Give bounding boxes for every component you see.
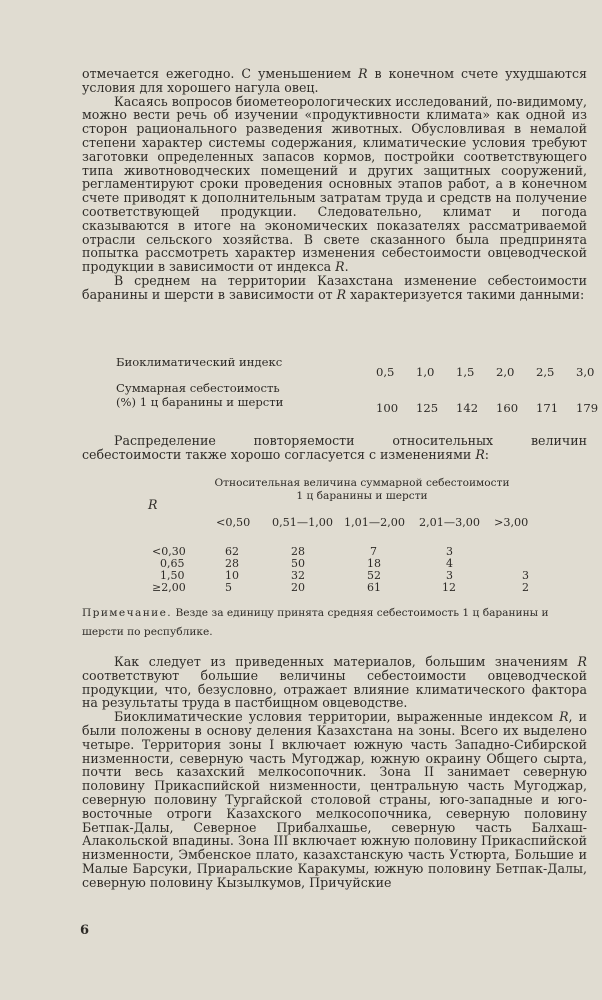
table1-cell: 171 — [536, 401, 559, 415]
table2-cell: 28 — [291, 545, 305, 558]
table1-cell: 179 — [576, 401, 599, 415]
table1-cell: 2,0 — [496, 365, 515, 379]
table2-row-header: R — [148, 497, 158, 512]
table2-row-label: ≥2,00 — [152, 581, 186, 594]
table2-cell: 18 — [367, 557, 381, 570]
table2-column-header: 0,51—1,00 — [272, 516, 334, 529]
table1-cell: 3,0 — [576, 365, 595, 379]
table2-column-header: 1,01—2,00 — [344, 516, 406, 529]
paragraph-conclusion: Как следует из приведенных материалов, большим значениям R соответствуют большие величины себестоимости овцеводческой продукции, что, безусловно, отражает влияние климатического фактора на результаты труда в пастбищном овцеводстве. — [82, 654, 587, 711]
table2-column-header: <0,50 — [216, 516, 251, 529]
table1-cell: 100 — [376, 401, 399, 415]
table2-cell: 3 — [446, 569, 453, 582]
table1-cell: 142 — [456, 401, 479, 415]
note-text: Везде за единицу принята средняя себестоимость 1 ц баранины и шерсти по республике. — [82, 607, 549, 638]
table1-cell: 125 — [416, 401, 439, 415]
table2-cell: 2 — [522, 581, 529, 594]
paragraph-distribution: Распределение повторяемости относительных величин себестоимости также хорошо согласуется с изменениями R: — [82, 433, 587, 462]
paragraph-average-cost: В среднем на территории Казахстана изменение себестоимости баранины и шерсти в зависимости от R характеризуется такими данными: — [82, 272, 587, 302]
table-note — [82, 604, 587, 642]
table2-cell: 3 — [522, 569, 529, 582]
table2-cell: 50 — [291, 557, 305, 570]
table2-column-header: >3,00 — [494, 516, 529, 529]
page-number: 6 — [80, 923, 90, 938]
table2-cell: 7 — [370, 545, 377, 558]
paragraph-zones: Биоклиматические условия территории, выраженные индексом R, и были положены в основу деления Казахстана на зоны. Всего их выделено четыре. Территория зоны I включает южную часть Западно-Сибирской низменности, северную часть Мугоджар, южную окраину Общего сырта, почти весь казахский мелкосопочник. Зона II занимает северную половину Прикаспийской низменности, центральную часть Мугоджар, северную половину Тургайской столовой страны, юго-западные и юго-восточные отроги Казахского мелкосопочника, северную половину Бетпак-Далы, Северное Прибалхашье, северную часть Балхаш-Алакольской впадины. Зона III включает южную половину Прикаспийской низменности, Эмбенское плато, казахстанскую часть Устюрта, Большие и Малые Барсуки, Приаральские Каракумы, южную половину Бетпак-Далы, северную половину Кызылкумов, Причуйские — [82, 709, 587, 890]
table2-cell: 20 — [291, 581, 305, 594]
text-block-distribution — [82, 434, 587, 462]
table1-cell: 1,0 — [416, 365, 435, 379]
table2-cell: 32 — [291, 569, 305, 582]
table2-cell: 3 — [446, 545, 453, 558]
table1-cell: 2,5 — [536, 365, 555, 379]
table2-caption: Относительная величина суммарной себестоимости 1 ц баранины и шерсти — [214, 477, 510, 502]
paragraph-continuation: отмечается ежегодно. С уменьшением R в конечном счете ухудшаются условия для хорошего нагула овец. — [82, 66, 587, 95]
table1-cell: 160 — [496, 401, 519, 415]
paragraph-productivity: Касаясь вопросов биометеорологических исследований, по-видимому, можно вести речь об изучении «продуктивности климата» как одной из сторон рационального разведения животных. Обусловливая в немалой степени характер системы содержания, климатические условия требуют заготовки определенных запасов кормов, постройки соответствующего типа животноводческих помещений и других защитных сооружений, регламентируют сроки проведения основных этапов работ, а в конечном счете приводят к дополнительным затратам труда и средств на получение соответствующей продукции. Следовательно, климат и погода сказываются в итоге на экономических показателях рассматриваемой отрасли сельского хозяйства. В свете сказанного была предпринята попытка рассмотреть характер изменения себестоимости овцеводческой продукции в зависимости от индекса R. — [82, 93, 587, 275]
table1-row2-label: Суммарная себестоимость (%) 1 ц баранины и шерсти — [116, 381, 284, 409]
table2-cell: 62 — [225, 545, 239, 558]
table2-row-label: 0,65 — [160, 557, 185, 570]
table1-row2-values — [376, 401, 602, 415]
text-block-bottom — [82, 655, 587, 890]
table2-cell: 4 — [446, 557, 453, 570]
text-block-top — [82, 67, 587, 302]
table2-cell: 10 — [225, 569, 239, 582]
table2-cell: 61 — [367, 581, 381, 594]
table2-column-header: 2,01—3,00 — [419, 516, 481, 529]
table1-cell: 1,5 — [456, 365, 475, 379]
note-label: Примечание. — [82, 607, 173, 619]
table1-cell: 0,5 — [376, 365, 395, 379]
table1-row1-label: Биоклиматический индекс — [116, 355, 283, 369]
table2-row-label: 1,50 — [160, 569, 185, 582]
table1-row1-values — [376, 365, 602, 379]
table2-cell: 28 — [225, 557, 239, 570]
table2-cell: 5 — [225, 581, 232, 594]
table2-cell: 52 — [367, 569, 381, 582]
table2-row-label: <0,30 — [152, 545, 186, 558]
table2-cell: 12 — [442, 581, 456, 594]
